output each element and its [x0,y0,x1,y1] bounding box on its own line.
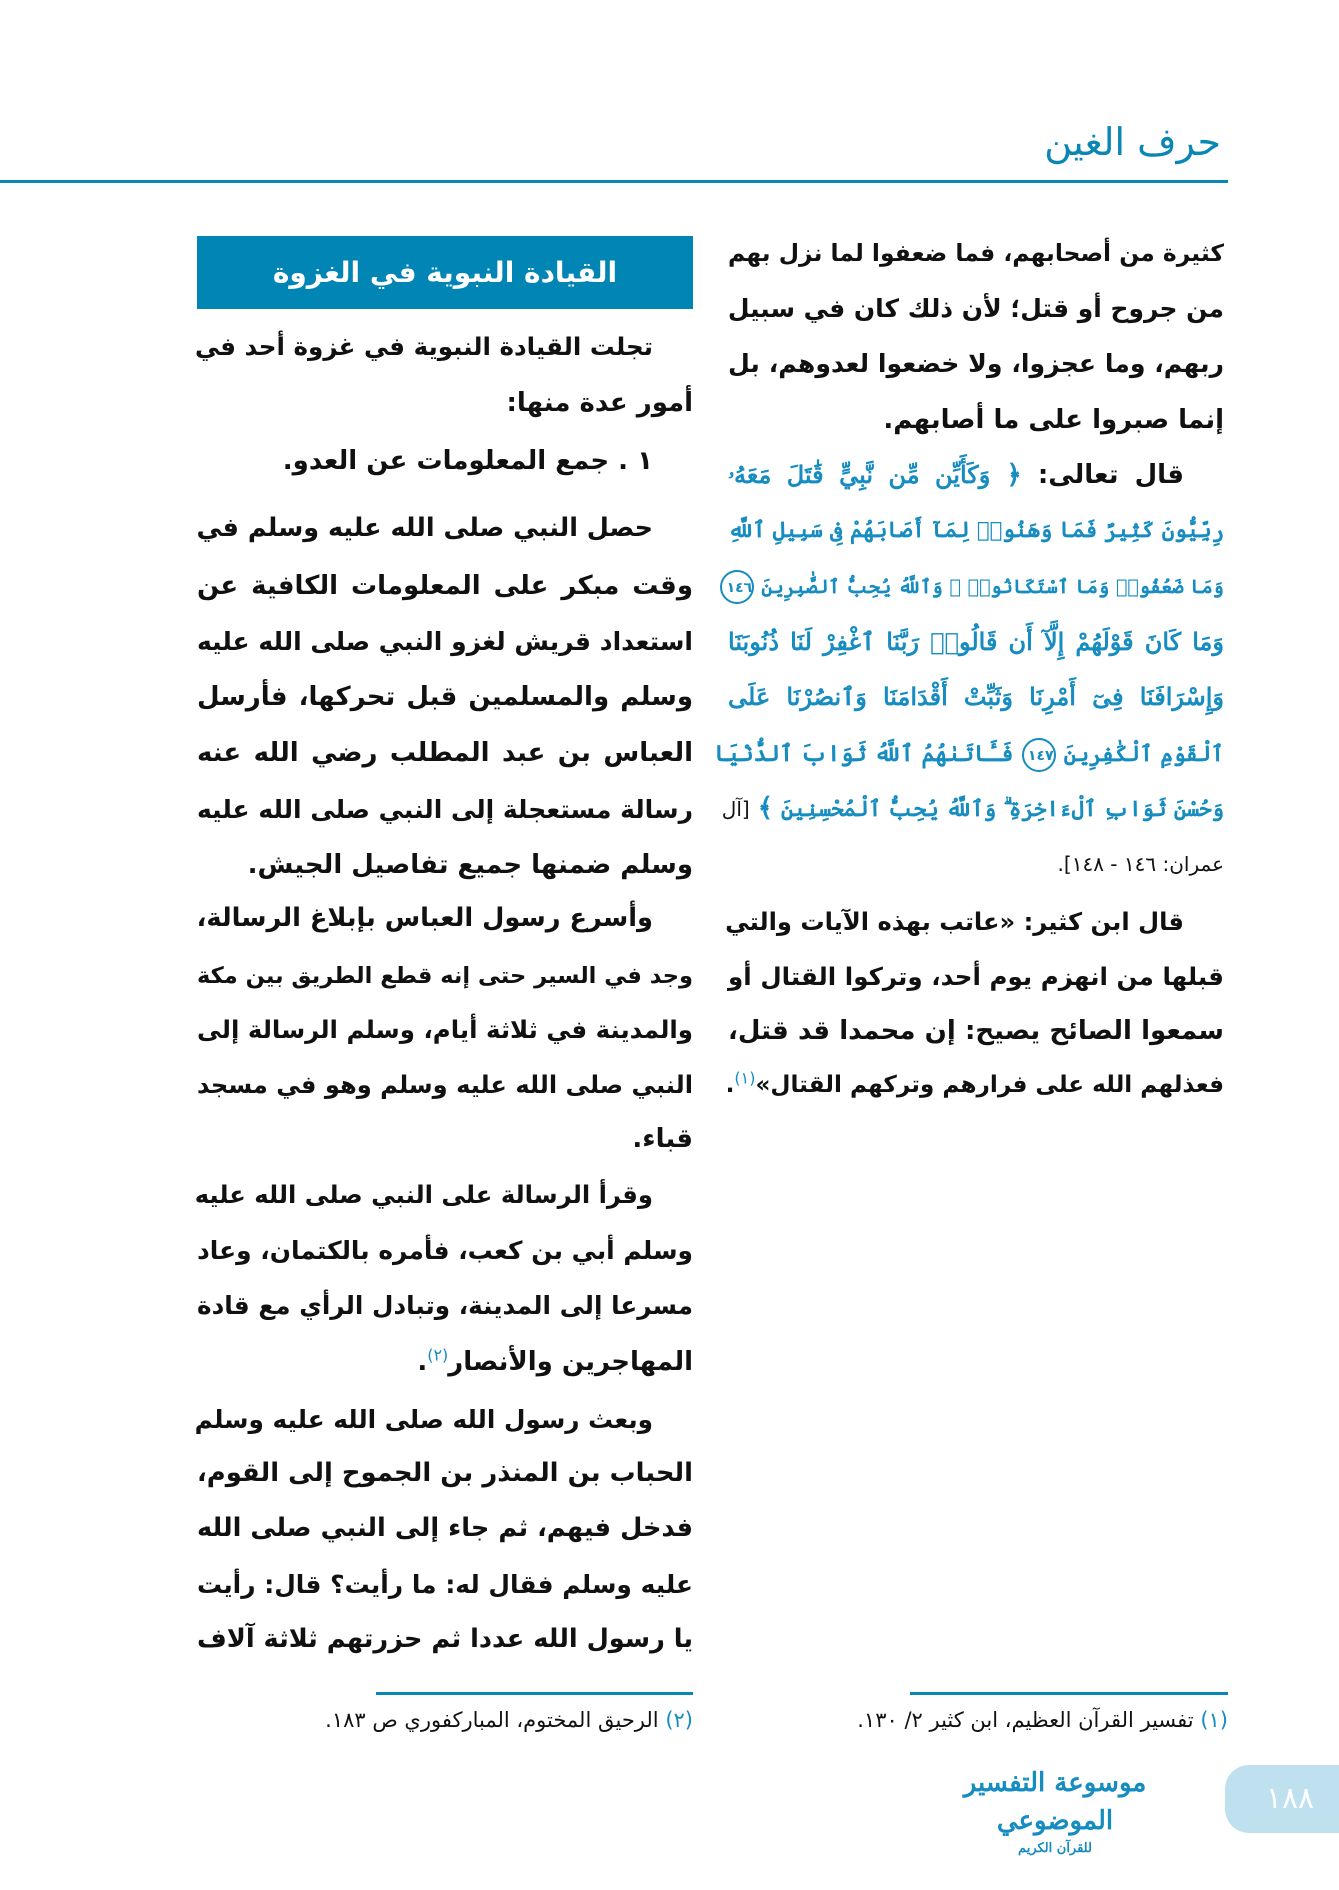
quran-line: رِبِّيُّونَ كَثِيرٌ فَمَا وَهَنُوا۟ لِمَآ أَصَابَهُمْ فِى سَبِيلِ ٱللَّهِ [728,518,1224,543]
text-line: من جروح أو قتل؛ لأن ذلك كان في سبيل [727,294,1224,323]
citation: عمران: ١٤٦ - ١٤٨]. [1057,852,1224,876]
footnote-number: (٢) [665,1708,693,1732]
paragraph-text: المهاجرين والأنصار [448,1347,693,1377]
text-line: العباس بن عبد المطلب رضي الله عنه [197,738,693,768]
quran-open-bracket-icon: ﴿ [1006,460,1022,490]
text-line: ربهم، وما عجزوا، ولا خضعوا لعدوهم، بل [728,349,1224,378]
text-line [197,1334,693,1390]
footnote-2 [325,1708,693,1732]
text-line: وأسرع رسول العباس بإبلاغ الرسالة، [196,903,653,933]
citation-start: [آل [721,797,750,821]
encyclopedia-logo [930,1764,1180,1858]
logo-title: موسوعة التفسير الموضوعي [963,1768,1147,1836]
quran-text: وَحُسْنَ ثَوَابِ ٱلْءَاخِرَةِ ۗ وَٱللَّهُ يُحِبُّ ٱلْمُحْسِنِينَ [780,797,1224,822]
period: . [725,1072,735,1098]
quran-text: فَـَٔاتَىٰهُمُ ٱللَّهُ ثَوَابَ ٱلدُّنْيَا [714,741,1014,767]
text-line: والمدينة في ثلاثة أيام، وسلم الرسالة إلى [197,1015,693,1044]
quran-line [728,558,1224,614]
period: . [417,1347,428,1377]
text-line: وسلم أبي بن كعب، فأمره بالكتمان، وعاد [197,1236,693,1265]
footnote-text: الرحيق المختوم، المباركفوري ص ١٨٣. [325,1708,659,1732]
text-line: استعداد قريش لغزو النبي صلى الله عليه [197,627,693,656]
footnote-divider [910,1692,1228,1695]
text-line: وسلم ضمنها جميع تفاصيل الجيش. [247,850,693,880]
ayah-number-marker: ١٤٦ [720,570,754,604]
footnote-ref-2[interactable]: (٢) [427,1345,449,1365]
text-line: وقرأ الرسالة على النبي صلى الله عليه [194,1180,653,1209]
text-line: إنما صبروا على ما أصابهم. [883,405,1224,435]
logo-subtitle: للقرآن الكريم [1018,1841,1092,1856]
text-line: عليه وسلم فقال له: ما رأيت؟ قال: رأيت [197,1570,693,1599]
section-title: حرف الغين [1044,120,1221,164]
quran-close-bracket-icon: ﴾ [757,793,773,823]
footnote-divider [376,1692,693,1695]
page-number: ١٨٨ [1265,1781,1315,1816]
quran-text: ٱلْقَوْمِ ٱلْكَٰفِرِينَ [1063,742,1224,767]
header-divider [0,180,1228,183]
footnote-ref-1[interactable]: (١) [734,1068,756,1088]
text-line [725,1057,1224,1113]
list-item: ١ . جمع المعلومات عن العدو. [282,446,653,476]
quran-line [714,725,1224,781]
text-line: كثيرة من أصحابهم، فما ضعفوا لما نزل بهم [728,239,1224,267]
text-line: قال ابن كثير: «عاتب بهذه الآيات والتي [725,908,1184,936]
ayah-number-marker: ١٤٧ [1022,738,1056,772]
text-line: رسالة مستعجلة إلى النبي صلى الله عليه [197,795,693,824]
text-line: قباء. [632,1124,693,1154]
quran-line [728,447,1224,503]
text-line: سمعوا الصائح يصيح: إن محمدا قد قتل، [728,1016,1224,1046]
footnote-1 [857,1708,1228,1732]
quran-line [721,780,1224,836]
text-line: وجد في السير حتى إنه قطع الطريق بين مكة [197,963,693,989]
text-line: حصل النبي صلى الله عليه وسلم في [196,513,653,543]
text-line: قبلها من انهزم يوم أحد، وتركوا القتال أو [728,962,1224,991]
text-line: فدخل فيهم، ثم جاء إلى النبي صلى الله [197,1513,693,1543]
quran-line: وَإِسْرَافَنَا فِىٓ أَمْرِنَا وَثَبِّتْ أَقْدَامَنَا وَٱنصُرْنَا عَلَى [728,682,1224,711]
text-line: وبعث رسول الله صلى الله عليه وسلم [194,1405,653,1434]
text-line: يا رسول الله عددا ثم حزرتهم ثلاثة آلاف [197,1624,693,1654]
text-line: وقت مبكر على المعلومات الكافية عن [197,571,693,601]
text-line: تجلت القيادة النبوية في غزوة أحد في [194,332,653,361]
quran-text: وَمَا ضَعُفُوا۟ وَمَا ٱسْتَكَانُوا۟ ۗ وَٱللَّهُ يُحِبُّ ٱلصَّٰبِرِينَ [761,575,1224,598]
quran-text: وَكَأَيِّن مِّن نَّبِيٍّ قَٰتَلَ مَعَهُۥ [728,460,991,489]
quran-line: وَمَا كَانَ قَوْلَهُمْ إِلَّآ أَن قَالُوا۟ رَبَّنَا ٱغْفِرْ لَنَا ذُنُوبَنَا [728,627,1224,656]
footnote-number: (١) [1200,1708,1228,1732]
text-line: أمور عدة منها: [506,388,693,418]
quran-intro: قال تعالى: [1037,460,1184,490]
text-line: الحباب بن المنذر بن الجموح إلى القوم، [197,1458,693,1488]
quote-text: فعذلهم الله على فرارهم وتركهم القتال» [755,1072,1224,1098]
section-heading: القيادة النبوية في الغزوة [197,236,693,309]
text-line: النبي صلى الله عليه وسلم وهو في مسجد [197,1071,693,1099]
text-line: وسلم والمسلمين قبل تحركها، فأرسل [197,682,693,712]
footnote-text: تفسير القرآن العظيم، ابن كثير ٢/ ١٣٠. [857,1708,1194,1732]
text-line: مسرعا إلى المدينة، وتبادل الرأي مع قادة [197,1291,693,1320]
page-number-tab [1225,1765,1339,1833]
